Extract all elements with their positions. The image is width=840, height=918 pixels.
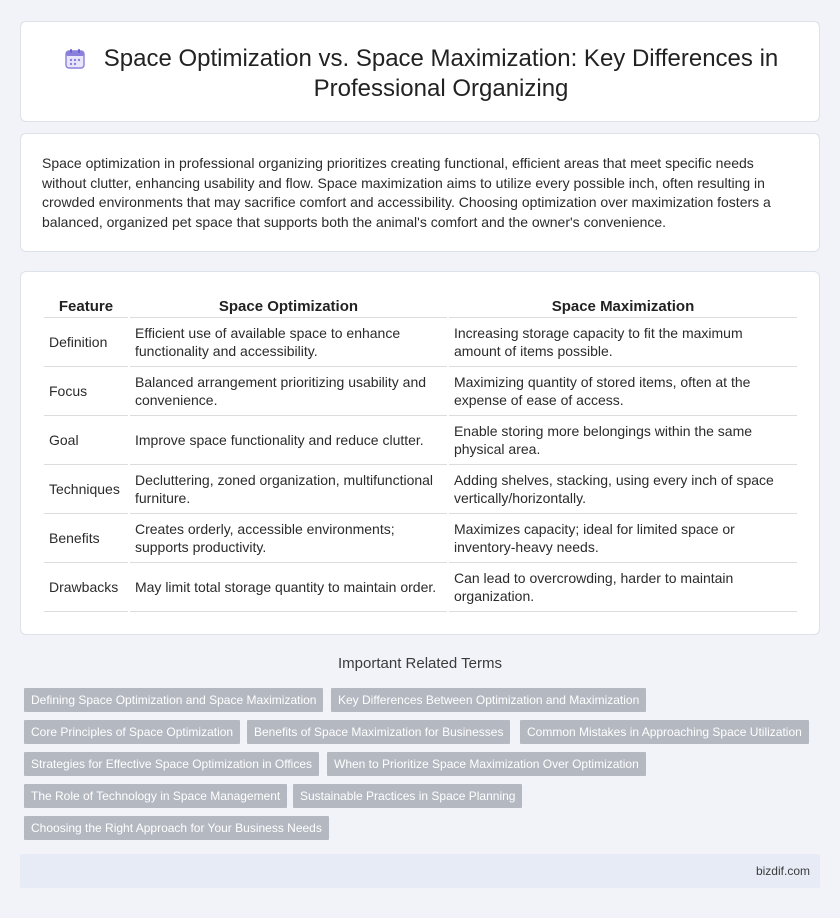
table-row xyxy=(44,563,797,612)
related-tag[interactable]: Core Principles of Space Optimization xyxy=(24,720,240,744)
row-feature: Drawbacks xyxy=(44,563,128,612)
row-feature: Goal xyxy=(44,416,128,465)
related-terms-heading: Important Related Terms xyxy=(338,655,502,672)
row-feature: Techniques xyxy=(44,465,128,514)
table-row xyxy=(44,465,797,514)
header-space-maximization: Space Maximization xyxy=(449,296,797,318)
footer-site-link[interactable]: bizdif.com xyxy=(755,864,810,878)
row-optimization: Efficient use of available space to enhance functionality and accessibility. xyxy=(130,318,447,367)
table-row xyxy=(44,318,797,367)
header-feature: Feature xyxy=(44,296,128,318)
header-space-optimization: Space Optimization xyxy=(130,296,447,318)
row-maximization: Can lead to overcrowding, harder to maintain organization. xyxy=(449,563,797,612)
comparison-table-card xyxy=(20,271,820,635)
related-tag[interactable]: Key Differences Between Optimization and Maximization xyxy=(331,688,646,712)
row-feature: Benefits xyxy=(44,514,128,563)
intro-paragraph: Space optimization in professional organizing prioritizes creating functional, efficient areas that meet specific needs without clutter, enhancing usability and flow. Space maximization aims to utilize every possible inch, often resulting in crowded environments that may sacrifice comfort and accessibility. Choosing optimization over maximization fosters a balanced, organized pet space that supports both the animal's comfort and the owner's convenience. xyxy=(42,155,771,230)
row-optimization: Creates orderly, accessible environments; supports productivity. xyxy=(130,514,447,563)
related-tag[interactable]: The Role of Technology in Space Management xyxy=(24,784,287,808)
row-maximization: Maximizing quantity of stored items, often at the expense of ease of access. xyxy=(449,367,797,416)
related-tag[interactable]: Defining Space Optimization and Space Maximization xyxy=(24,688,323,712)
intro-card xyxy=(20,133,820,252)
table-row xyxy=(44,367,797,416)
related-tag[interactable]: Choosing the Right Approach for Your Business Needs xyxy=(24,816,329,840)
related-tag[interactable]: Strategies for Effective Space Optimization in Offices xyxy=(24,752,319,776)
row-feature: Focus xyxy=(44,367,128,416)
row-optimization: May limit total storage quantity to maintain order. xyxy=(130,563,447,612)
row-feature: Definition xyxy=(44,318,128,367)
table-header-row xyxy=(44,296,797,318)
row-maximization: Increasing storage capacity to fit the maximum amount of items possible. xyxy=(449,318,797,367)
related-tag[interactable]: Benefits of Space Maximization for Businesses xyxy=(247,720,510,744)
table-row xyxy=(44,514,797,563)
table-row xyxy=(44,416,797,465)
related-tag[interactable]: Common Mistakes in Approaching Space Utilization xyxy=(520,720,809,744)
header-card xyxy=(20,21,820,122)
related-tag[interactable]: Sustainable Practices in Space Planning xyxy=(293,784,522,808)
row-optimization: Balanced arrangement prioritizing usability and convenience. xyxy=(130,367,447,416)
related-tag[interactable]: When to Prioritize Space Maximization Over Optimization xyxy=(327,752,646,776)
footer-bar xyxy=(20,854,820,888)
row-optimization: Decluttering, zoned organization, multifunctional furniture. xyxy=(130,465,447,514)
row-maximization: Enable storing more belongings within the same physical area. xyxy=(449,416,797,465)
row-optimization: Improve space functionality and reduce clutter. xyxy=(130,416,447,465)
row-maximization: Adding shelves, stacking, using every inch of space vertically/horizontally. xyxy=(449,465,797,514)
row-maximization: Maximizes capacity; ideal for limited space or inventory-heavy needs. xyxy=(449,514,797,563)
page-title: Space Optimization vs. Space Maximization: Key Differences in Professional Organizing xyxy=(103,45,779,102)
comparison-table xyxy=(42,296,799,612)
